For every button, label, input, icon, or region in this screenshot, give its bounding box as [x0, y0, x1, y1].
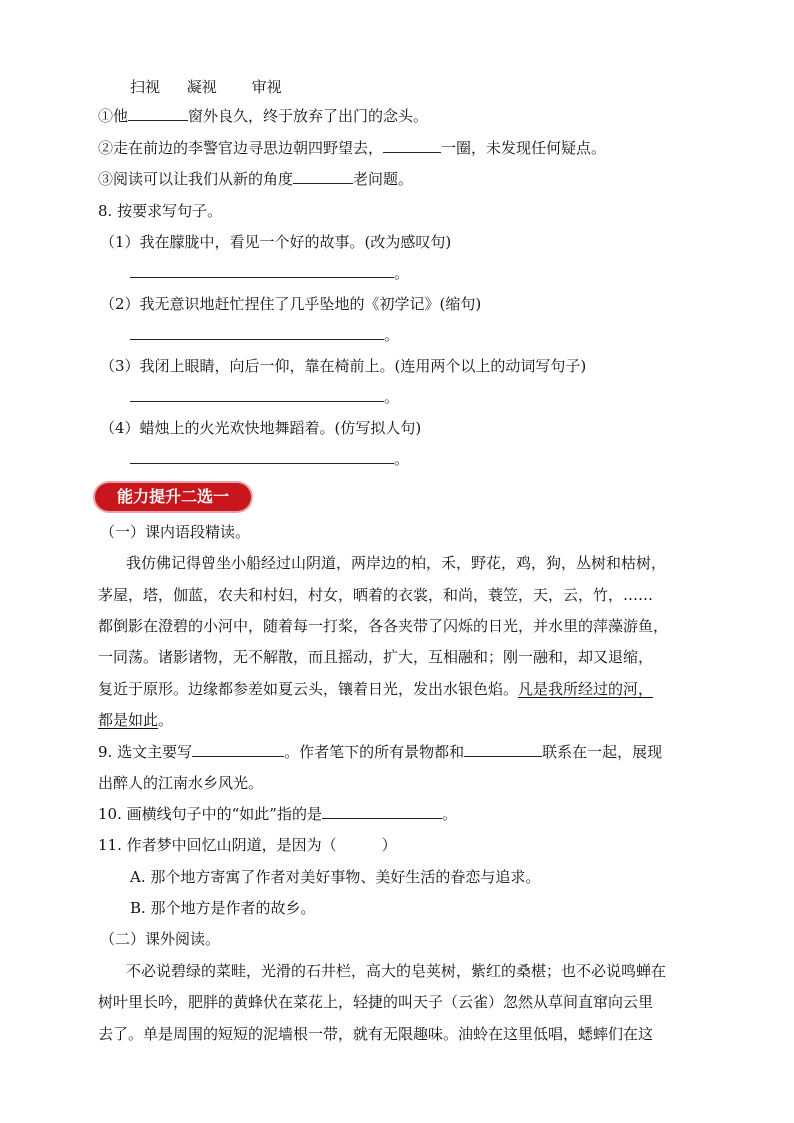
- answer-blank[interactable]: [130, 263, 394, 278]
- q8-answer-line-3: 。: [130, 387, 399, 407]
- passage1-line: 复近于原形。边缘都参差如夏云头，镶着日光，发出水银色焰。凡是我所经过的河，: [98, 680, 654, 698]
- q8-answer-line-1: 。: [130, 263, 409, 283]
- passage1-line: 我仿佛记得曾坐小船经过山阴道，两岸边的柏，禾，野花，鸡，狗，丛树和枯树，: [126, 554, 667, 572]
- answer-blank[interactable]: [130, 325, 384, 340]
- q8-item-3: （3）我闭上眼睛，向后一仰，靠在椅前上。(连用两个以上的动词写句子): [100, 357, 587, 375]
- part1-heading: （一）课内语段精读。: [100, 523, 251, 541]
- answer-blank[interactable]: [192, 742, 284, 757]
- q8-item-4: （4）蜡烛上的火光欢快地舞蹈着。(仿写拟人句): [100, 419, 422, 437]
- underlined-sentence: 凡是我所经过的河，: [518, 680, 654, 698]
- answer-blank[interactable]: [383, 138, 441, 153]
- section-title-badge: 能力提升二选一: [95, 483, 251, 511]
- q11-stem: 11. 作者梦中回忆山阴道，是因为（ ）: [98, 836, 397, 854]
- fill-sentence-2: ②走在前边的李警官边寻思边朝四野望去， 一圈，未发现任何疑点。: [98, 139, 607, 157]
- q10: 10. 画横线句子中的“如此”指的是 。: [98, 805, 457, 823]
- passage2-line: 去了。单是周围的短短的泥墙根一带，就有无限趣味。油蛉在这里低唱，蟋蟀们在这: [98, 1025, 654, 1043]
- fill-sentence-3: ③阅读可以让我们从新的角度 老问题。: [98, 170, 414, 188]
- underlined-sentence: 都是如此: [98, 711, 159, 729]
- passage1-line: 茅屋，塔，伽蓝，农夫和村妇，村女，晒着的衣裳，和尚，蓑笠，天，云，竹，……: [98, 586, 654, 604]
- part2-heading: （二）课外阅读。: [100, 930, 221, 948]
- passage1-line: 都是如此。: [98, 711, 174, 729]
- word-bank: [130, 77, 282, 97]
- passage2-line: 不必说碧绿的菜畦，光滑的石井栏，高大的皂荚树，紫红的桑椹；也不必说鸣蝉在: [126, 962, 667, 980]
- passage1-line: 一同荡。诸影诸物，无不解散，而且摇动，扩大，互相融和；刚一融和，却又退缩，: [98, 648, 654, 666]
- q8-answer-line-4: 。: [130, 449, 409, 469]
- fill-sentence-1: ①他 窗外良久，终于放弃了出门的念头。: [98, 107, 429, 125]
- q9: 9. 选文主要写 。作者笔下的所有景物都和 联系在一起，展现: [98, 743, 663, 761]
- answer-blank[interactable]: [322, 804, 442, 819]
- answer-blank[interactable]: [464, 742, 542, 757]
- answer-blank[interactable]: [130, 387, 384, 402]
- q11-option-a[interactable]: A. 那个地方寄寓了作者对美好事物、美好生活的眷恋与追求。: [130, 868, 541, 886]
- word-option: 扫视: [130, 78, 161, 96]
- answer-blank[interactable]: [128, 106, 188, 121]
- passage1-line: 都倒影在澄碧的小河中，随着每一打桨，各各夹带了闪烁的日光，并水里的萍藻游鱼，: [98, 617, 669, 635]
- passage2-line: 树叶里长吟，肥胖的黄蜂伏在菜花上，轻捷的叫天子（云雀）忽然从草间直窜向云里: [98, 993, 654, 1011]
- q8-item-1: （1）我在朦胧中，看见一个好的故事。(改为感叹句): [100, 233, 452, 251]
- q11-option-b[interactable]: B. 那个地方是作者的故乡。: [130, 899, 316, 917]
- q8-item-2: （2）我无意识地赶忙捏住了几乎坠地的《初学记》(缩句): [100, 295, 482, 313]
- q9-continued: 出醉人的江南水乡风光。: [98, 774, 264, 792]
- word-option: 审视: [251, 78, 282, 96]
- answer-blank[interactable]: [130, 449, 394, 464]
- word-option: 凝视: [186, 78, 217, 96]
- answer-blank[interactable]: [293, 169, 353, 184]
- q8-title: 8. 按要求写句子。: [98, 202, 223, 220]
- q8-answer-line-2: 。: [130, 325, 399, 345]
